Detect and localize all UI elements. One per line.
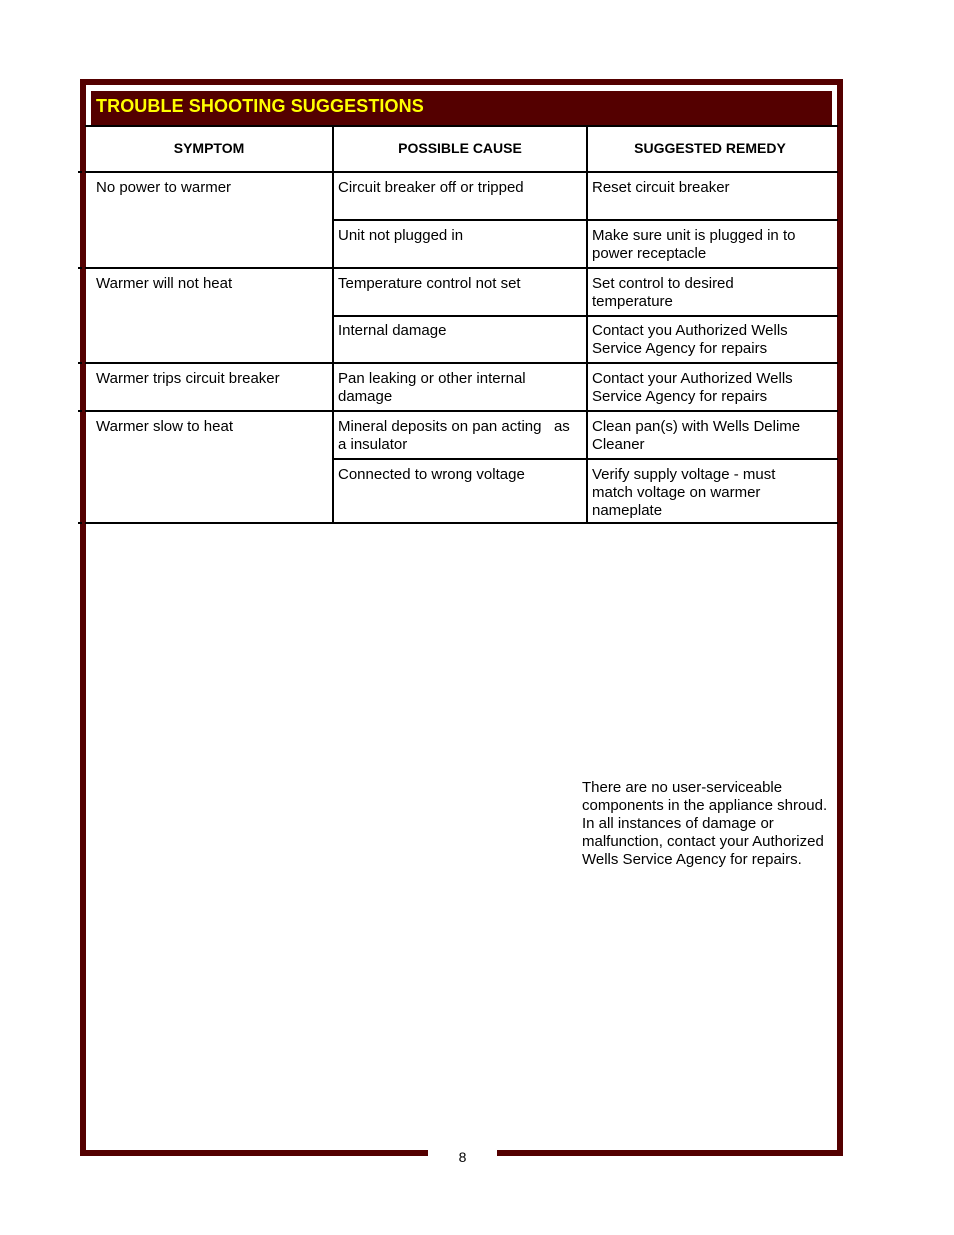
cause-cell: Internal damage: [338, 322, 447, 339]
remedy-cell: Make sure unit is plugged in to power receptacle: [592, 227, 796, 262]
symptom-cell: No power to warmer: [96, 179, 232, 196]
remedy-cell: Verify supply voltage - must match voltage on warmer nameplate: [592, 466, 776, 519]
header-remedy: SUGGESTED REMEDY: [634, 140, 786, 156]
cause-cell: Circuit breaker off or tripped: [338, 179, 524, 196]
table-column-divider: [586, 125, 588, 524]
cause-cell: Pan leaking or other internal damage: [338, 370, 526, 405]
symptom-cell: Warmer trips circuit breaker: [96, 370, 280, 387]
cause-cell: Mineral deposits on pan acting as a insulator: [338, 418, 574, 453]
table-rule: [85, 267, 838, 269]
section-title: TROUBLE SHOOTING SUGGESTIONS: [91, 91, 832, 125]
header-symptom: SYMPTOM: [173, 140, 245, 156]
table-rule: [85, 171, 838, 173]
margin-tick: [78, 522, 82, 524]
table-rule: [332, 315, 838, 317]
service-note: There are no user-serviceable components in the appliance shroud. In all instances of damage or malfunction, contact your Authorized Wells Service Agency for repairs.: [582, 779, 828, 868]
remedy-cell: Set control to desired temperature: [592, 275, 734, 310]
cause-cell: Connected to wrong voltage: [338, 466, 525, 483]
table-rule: [332, 458, 838, 460]
cause-cell: Temperature control not set: [338, 275, 521, 292]
remedy-cell: Contact you Authorized Wells Service Agency for repairs: [592, 322, 788, 357]
bottom-rule-left: [80, 1150, 428, 1156]
cause-cell: Unit not plugged in: [338, 227, 464, 244]
remedy-cell: Contact your Authorized Wells Service Agency for repairs: [592, 370, 793, 405]
margin-tick: [78, 362, 82, 364]
remedy-cell: Clean pan(s) with Wells Delime Cleaner: [592, 418, 801, 453]
bottom-rule-right: [497, 1150, 843, 1156]
header-cause: POSSIBLE CAUSE: [398, 140, 522, 156]
table-column-divider: [332, 125, 334, 524]
remedy-cell: Reset circuit breaker: [592, 179, 730, 196]
symptom-cell: Warmer slow to heat: [96, 418, 233, 435]
table-rule: [332, 219, 838, 221]
margin-tick: [78, 267, 82, 269]
table-rule: [85, 362, 838, 364]
symptom-cell: Warmer will not heat: [96, 275, 233, 292]
table-rule: [85, 522, 838, 524]
page-number: 8: [458, 1149, 467, 1165]
table-rule: [85, 410, 838, 412]
table-rule: [85, 125, 838, 127]
margin-tick: [78, 410, 82, 412]
margin-tick: [78, 171, 82, 173]
